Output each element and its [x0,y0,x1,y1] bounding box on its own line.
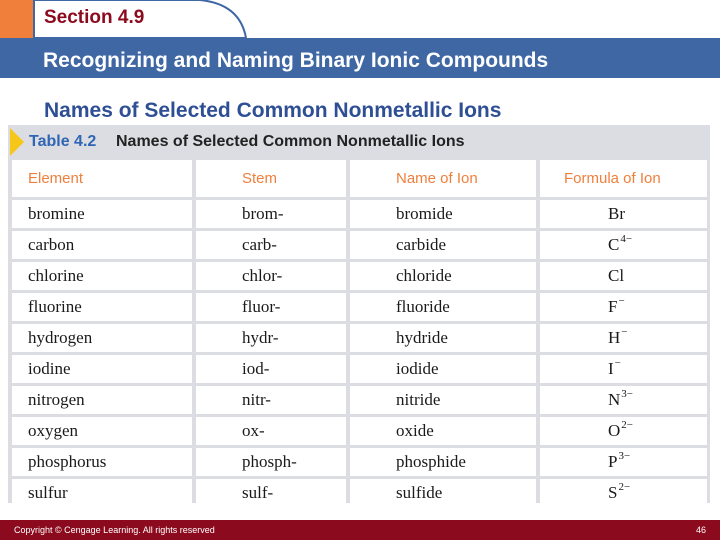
cell-ion-formula [540,293,707,321]
column-header-stem: Stem [196,160,346,197]
cell-stem: brom- [196,200,346,228]
cell-ion-name: bromide [350,200,536,228]
ion-charge: 3− [618,450,631,462]
ion-symbol: I [608,359,614,378]
cell-ion-name: fluoride [350,293,536,321]
slide-header-title: Recognizing and Naming Binary Ionic Compounds [43,49,549,72]
cell-ion-formula [540,386,707,414]
ion-charge: − [614,357,621,369]
column-header-formula: Formula of Ion [540,160,707,197]
cell-stem: hydr- [196,324,346,352]
ion-symbol: N [608,390,621,409]
cell-stem: iod- [196,355,346,383]
table-number: Table 4.2 [29,133,97,150]
ion-charge: − [618,295,625,307]
cell-element: bromine [12,200,192,228]
ion-symbol: P [608,452,618,471]
cell-ion-formula [540,324,707,352]
cell-element: hydrogen [12,324,192,352]
cell-stem: chlor- [196,262,346,290]
cell-ion-name: nitride [350,386,536,414]
cell-ion-formula [540,200,707,228]
cell-element: sulfur [12,479,192,507]
column-header-element: Element [12,160,192,197]
cell-ion-formula [540,448,707,476]
section-label: Section 4.9 [44,7,145,28]
ion-symbol: Cl [608,266,625,285]
cell-element: oxygen [12,417,192,445]
slide-subtitle: Names of Selected Common Nonmetallic Ions [44,99,502,122]
table-arrow-icon [10,128,24,156]
ion-charge: 2− [618,481,631,493]
cell-element: iodine [12,355,192,383]
ion-charge: 3− [621,388,633,400]
ion-symbol: S [608,483,618,502]
ion-symbol: H [608,328,621,347]
cell-ion-name: carbide [350,231,536,259]
cell-element: phosphorus [12,448,192,476]
cell-stem: sulf- [196,479,346,507]
column-header-name: Name of Ion [350,160,536,197]
cell-stem: carb- [196,231,346,259]
page-number: 46 [695,525,706,535]
cell-ion-formula [540,231,707,259]
cell-ion-name: iodide [350,355,536,383]
cell-ion-name: chloride [350,262,536,290]
cell-stem: fluor- [196,293,346,321]
cell-stem: phosph- [196,448,346,476]
table-card [8,125,710,503]
ion-symbol: F [608,297,618,316]
ion-table [12,160,707,507]
cell-ion-formula [540,479,707,507]
cell-ion-name: phosphide [350,448,536,476]
cell-ion-formula [540,417,707,445]
cell-ion-name: hydride [350,324,536,352]
table-caption: Names of Selected Common Nonmetallic Ions [116,133,465,150]
ion-symbol: O [608,421,621,440]
ion-charge: − [621,326,628,338]
cell-ion-name: sulfide [350,479,536,507]
cell-ion-name: oxide [350,417,536,445]
cell-element: carbon [12,231,192,259]
cell-element: nitrogen [12,386,192,414]
cell-stem: ox- [196,417,346,445]
copyright-notice: Copyright © Cengage Learning. All rights reserved [14,525,215,535]
ion-charge: 2− [621,419,633,431]
ion-symbol: Br [608,204,625,223]
cell-stem: nitr- [196,386,346,414]
cell-ion-formula [540,262,707,290]
cell-ion-formula [540,355,707,383]
footer-bar [0,520,720,540]
ion-symbol: C [608,235,620,254]
cell-element: fluorine [12,293,192,321]
ion-charge: 4− [620,233,633,245]
cell-element: chlorine [12,262,192,290]
